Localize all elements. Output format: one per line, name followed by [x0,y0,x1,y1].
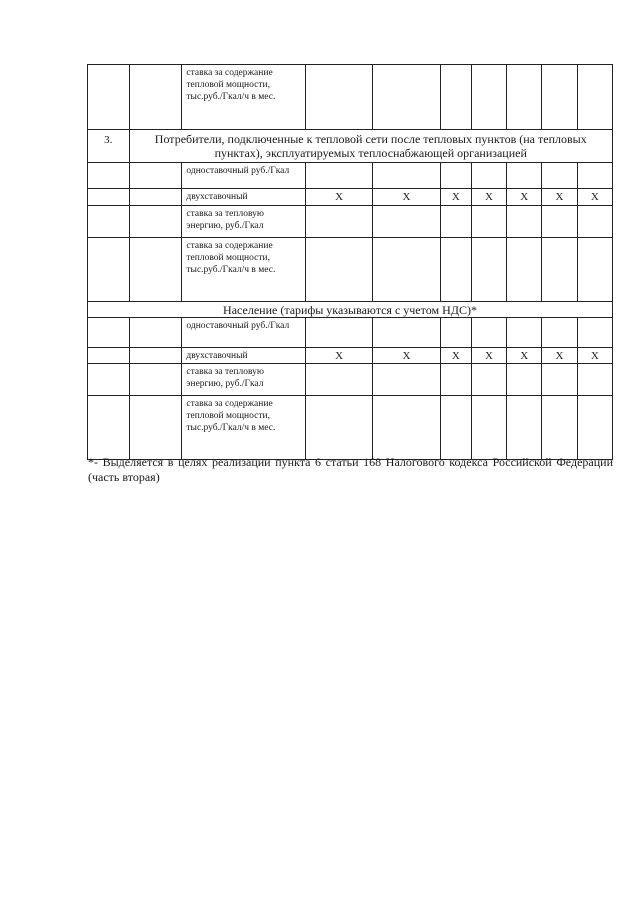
table-row [88,189,613,206]
value-cell [373,206,440,238]
parameter-label [182,348,305,364]
value-cell [440,318,471,348]
value-cell [507,396,542,460]
table-row [88,65,613,130]
value-cell: Х [507,348,542,364]
parameter-label-text: одноставочный руб./Гкал [186,166,290,176]
parameter-label [182,189,305,206]
parameter-label-text: ставка за содержание тепловой мощности, тыс.руб./Гкал/ч в мес. [186,68,276,102]
parameter-label [182,238,305,302]
value-cell [440,206,471,238]
blank-cell [129,318,182,348]
value-cell [577,318,612,348]
tariff-table-body [88,65,613,460]
value-cell [471,318,506,348]
value-cell: Х [507,189,542,206]
value-cell: Х [373,348,440,364]
value-cell [542,238,577,302]
parameter-label-text: ставка за тепловую энергию, руб./Гкал [186,209,264,231]
value-cell [305,65,372,130]
value-cell [577,206,612,238]
number-cell [88,163,130,189]
parameter-label-text: двухставочный [186,351,248,361]
value-cell [440,65,471,130]
value-cell: Х [542,348,577,364]
value-cell [542,163,577,189]
value-cell: Х [471,348,506,364]
table-row [88,348,613,364]
blank-cell [129,396,182,460]
number-cell [88,206,130,238]
value-cell [471,163,506,189]
value-cell [471,396,506,460]
parameter-label-text: ставка за тепловую энергию, руб./Гкал [186,367,264,389]
value-cell [542,206,577,238]
parameter-label [182,163,305,189]
parameter-label [182,396,305,460]
blank-cell [129,189,182,206]
value-cell [440,163,471,189]
parameter-label [182,318,305,348]
value-cell [373,65,440,130]
value-cell: Х [373,189,440,206]
value-cell [305,364,372,396]
value-cell [471,206,506,238]
blank-cell [129,364,182,396]
parameter-label [182,65,305,130]
value-cell [440,238,471,302]
value-cell: Х [542,189,577,206]
value-cell [305,318,372,348]
parameter-label-text: ставка за содержание тепловой мощности, тыс.руб./Гкал/ч в мес. [186,399,276,433]
value-cell [440,396,471,460]
value-cell: Х [471,189,506,206]
value-cell [471,364,506,396]
value-cell [542,364,577,396]
table-row [88,163,613,189]
blank-cell [129,348,182,364]
value-cell [507,364,542,396]
value-cell [373,318,440,348]
value-cell [577,364,612,396]
table-row [88,206,613,238]
number-cell [88,364,130,396]
value-cell [305,206,372,238]
value-cell [542,318,577,348]
section-title: Потребители, подключенные к тепловой сети после тепловых пунктов (на тепловых пунктах), эксплуатируемых теплоснабжающей организацией [129,130,613,163]
blank-cell [129,206,182,238]
number-cell [88,348,130,364]
value-cell: Х [440,189,471,206]
blank-cell [129,238,182,302]
value-cell [577,163,612,189]
value-cell [507,65,542,130]
table-row [88,238,613,302]
population-title: Население (тарифы указываются с учетом НДС)* [88,302,613,318]
value-cell: Х [305,189,372,206]
value-cell [542,65,577,130]
number-cell [88,189,130,206]
table-row [88,364,613,396]
parameter-label [182,206,305,238]
section-header-row [88,130,613,163]
number-cell [88,396,130,460]
parameter-label-text: ставка за содержание тепловой мощности, тыс.руб./Гкал/ч в мес. [186,241,276,275]
value-cell [373,364,440,396]
blank-cell [129,163,182,189]
value-cell [373,238,440,302]
value-cell: Х [440,348,471,364]
value-cell [373,396,440,460]
value-cell [577,65,612,130]
number-cell [88,238,130,302]
value-cell [471,65,506,130]
value-cell [305,163,372,189]
value-cell [507,238,542,302]
table-row [88,318,613,348]
value-cell [373,163,440,189]
section-number: 3. [88,130,130,163]
population-header-row [88,302,613,318]
number-cell [88,318,130,348]
number-cell [88,65,130,130]
tariff-table [87,64,613,460]
value-cell: Х [577,348,612,364]
parameter-label-text: одноставочный руб./Гкал [186,321,290,331]
value-cell [542,396,577,460]
parameter-label [182,364,305,396]
value-cell [577,238,612,302]
blank-cell [129,65,182,130]
value-cell [471,238,506,302]
value-cell [577,396,612,460]
value-cell [305,238,372,302]
value-cell [507,206,542,238]
table-row [88,396,613,460]
value-cell: Х [305,348,372,364]
value-cell [507,163,542,189]
value-cell [507,318,542,348]
value-cell: Х [577,189,612,206]
value-cell [440,364,471,396]
value-cell [305,396,372,460]
footnote: *- Выделяется в целях реализации пункта 6 статьи 168 Налогового кодекса Российской Федерации (часть вторая) [88,455,613,484]
parameter-label-text: двухставочный [186,192,248,202]
